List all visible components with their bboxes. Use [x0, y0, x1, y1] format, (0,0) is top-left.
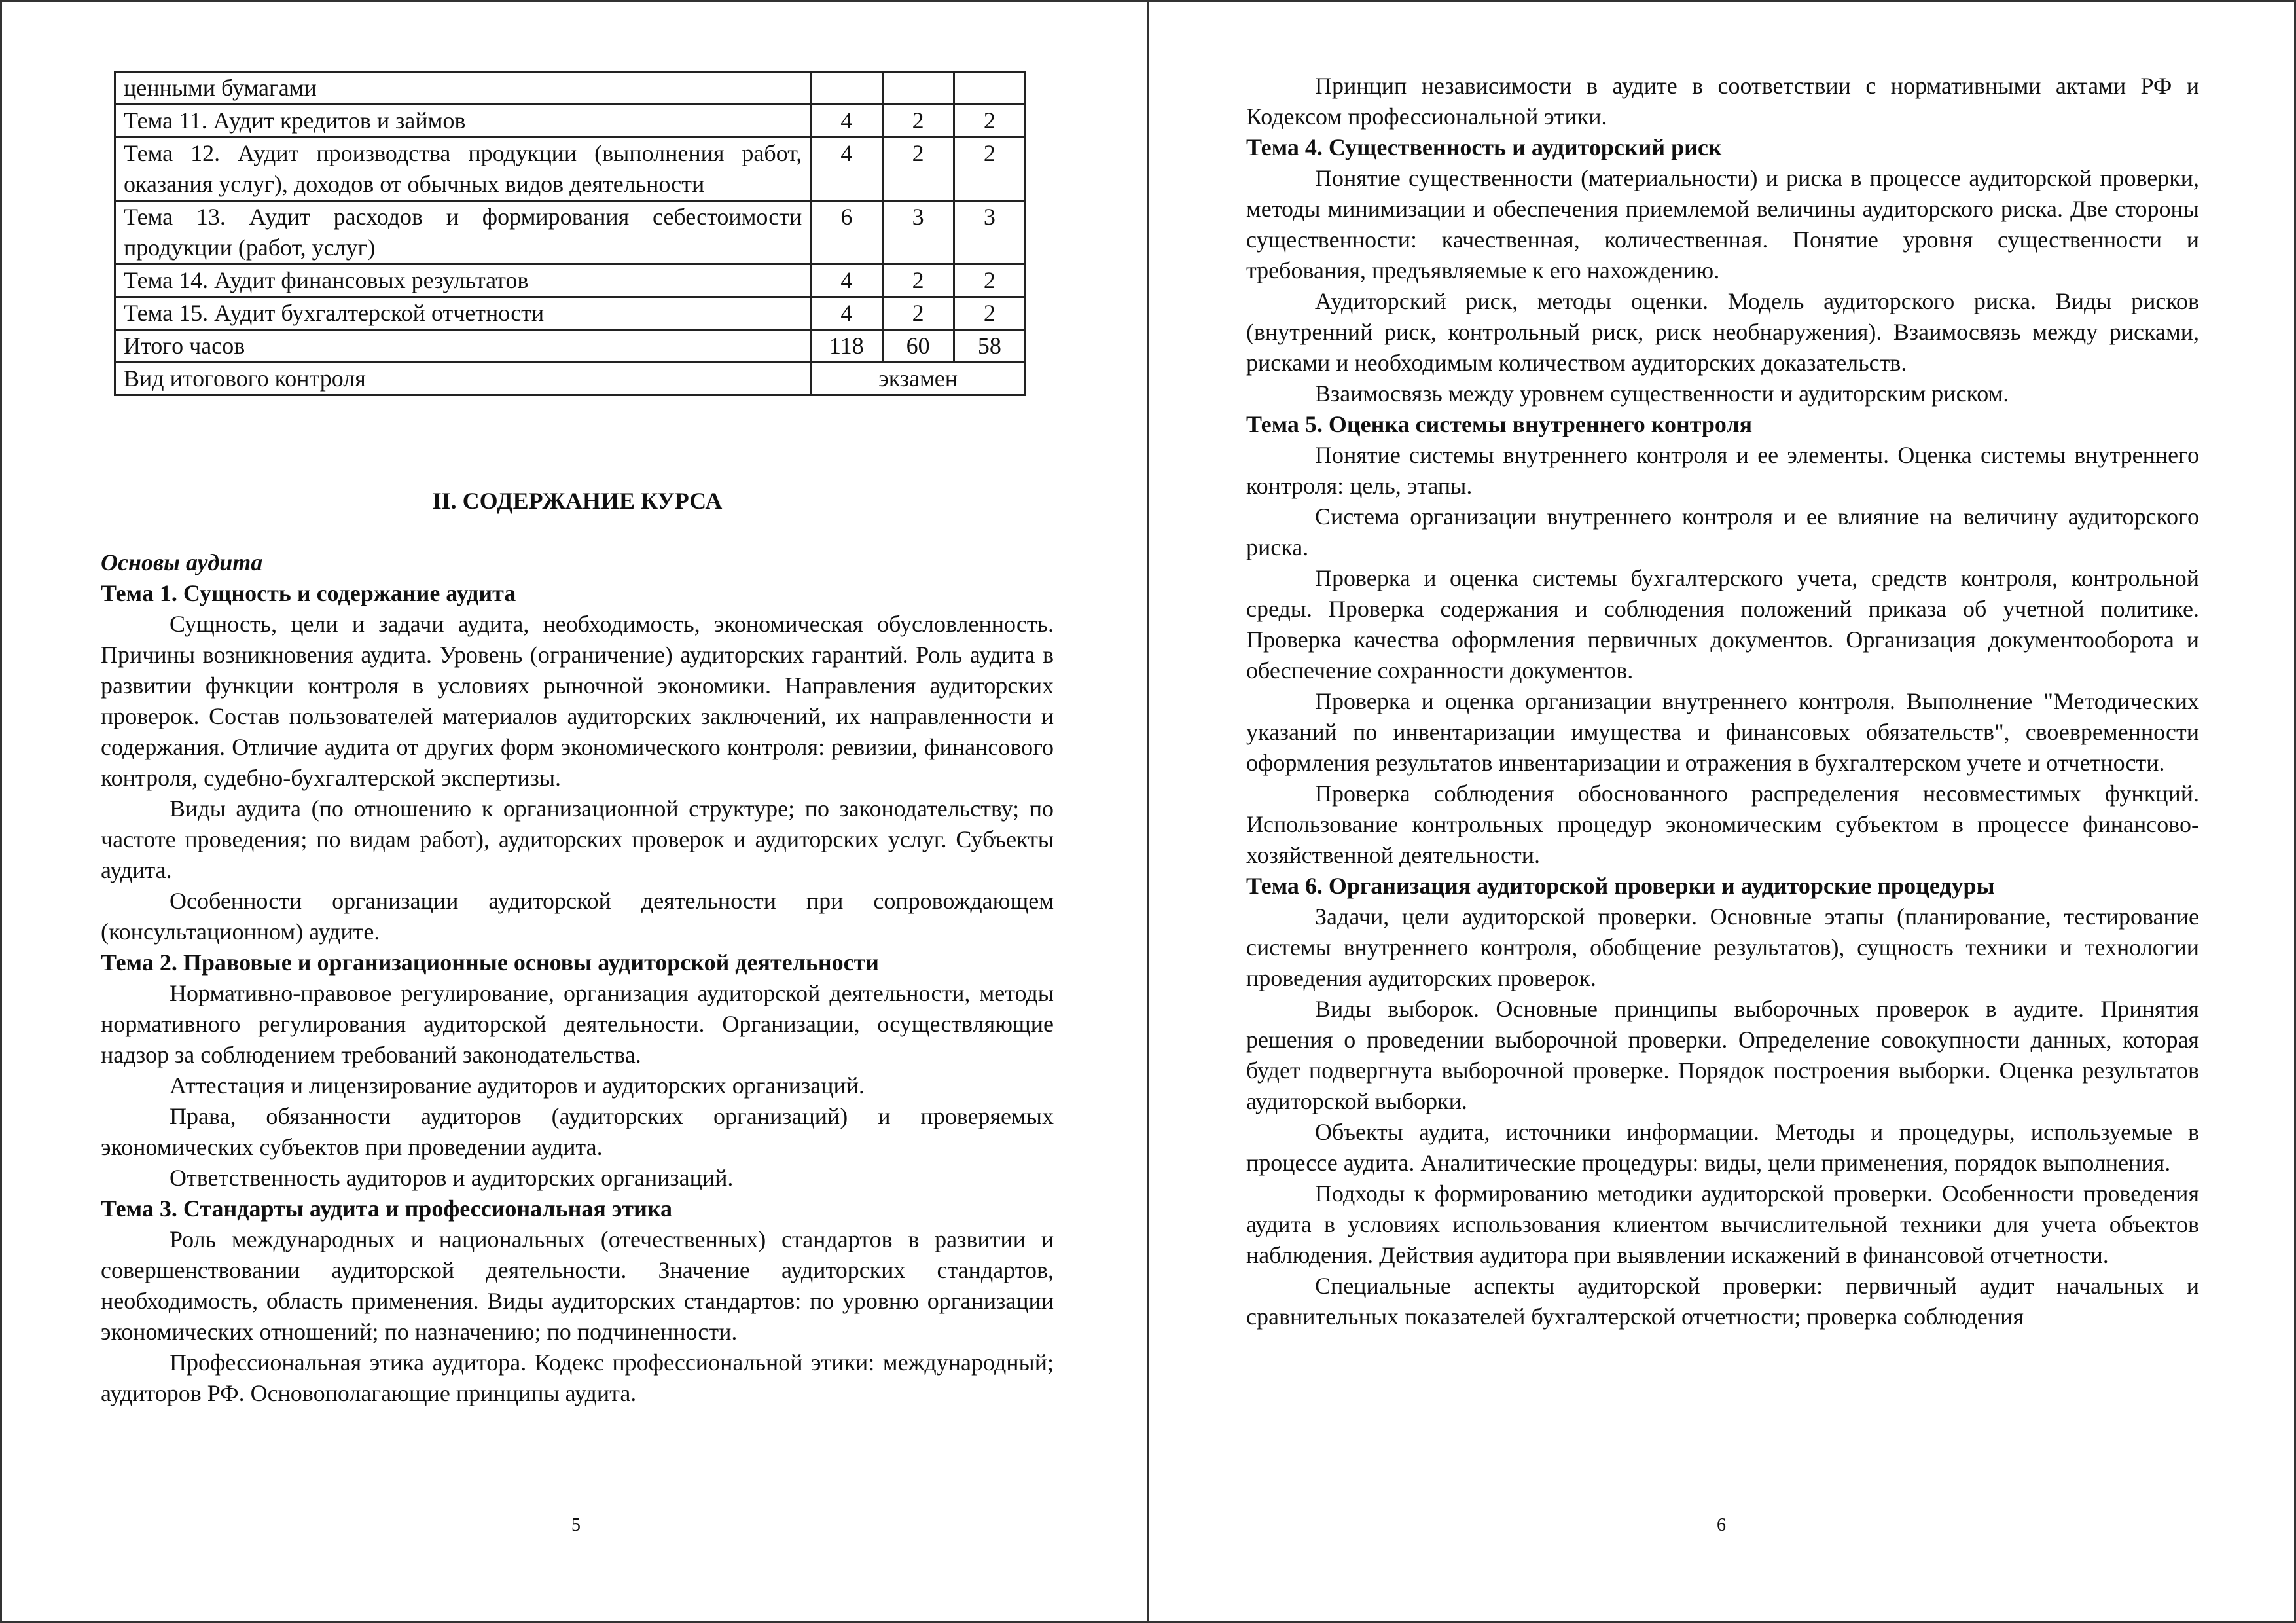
part-title: II. СОДЕРЖАНИЕ КУРСА	[432, 488, 723, 514]
paragraph: Виды выборок. Основные принципы выборочных проверок в аудите. Принятия решения о проведении выборочной проверки. Определение совокупности данных, которая будет подвергнута выборочной проверке. Порядок построения выборки. Оценка результатов аудиторской выборки.	[1246, 996, 2199, 1114]
paragraph: Виды аудита (по отношению к организационной структуре; по законодательству; по частоте проведения; по видам работ), аудиторских проверок и аудиторских услуг. Субъекты аудита.	[101, 795, 1054, 883]
paragraph: Роль международных и национальных (отечественных) стандартов в развитии и совершенствовании аудиторской деятельности. Значение аудиторских стандартов, необходимость, область применения. Виды аудиторских стандартов: по уровню организации экономических отношений; по назначению; по подчиненности.	[101, 1226, 1054, 1345]
paragraph: Система организации внутреннего контроля и ее влияние на величину аудиторского риска.	[1246, 503, 2199, 560]
paragraph: Профессиональная этика аудитора. Кодекс профессиональной этики: международный; аудиторов РФ. Основополагающие принципы аудита.	[101, 1349, 1054, 1406]
paragraph: Особенности организации аудиторской деятельности при сопровождающем (консультационном) аудите.	[101, 888, 1054, 945]
topic-5-title: Тема 5. Оценка системы внутреннего контроля	[1246, 411, 1753, 437]
table-row: ценными бумагами	[115, 72, 1026, 105]
paragraph: Подходы к формированию методики аудиторской проверки. Особенности проведения аудита в условиях использования клиентом вычислительной техники для учета объектов наблюдения. Действия аудитора при выявлении искажений в финансовой отчетности.	[1246, 1180, 2199, 1268]
left-page-text	[101, 486, 1054, 1409]
table-row: Тема 11. Аудит кредитов и займов 4 2 2	[115, 105, 1026, 137]
page-number: 5	[571, 1515, 581, 1535]
paragraph: Ответственность аудиторов и аудиторских организаций.	[170, 1165, 734, 1191]
hours-table	[114, 71, 1026, 396]
right-page	[1149, 0, 2296, 1623]
paragraph: Аудиторский риск, методы оценки. Модель аудиторского риска. Виды рисков (внутренний риск, контрольный риск, риск необнаружения). Взаимосвязь между рисками, рисками и необходимым количеством аудиторских доказательств.	[1246, 288, 2199, 376]
section-title: Основы аудита	[101, 549, 263, 575]
paragraph: Нормативно-правовое регулирование, организация аудиторской деятельности, методы нормативного регулирования аудиторской деятельности. Организации, осуществляющие надзор за соблюдением требований законодательства.	[101, 980, 1054, 1068]
table-row-total: Итого часов 118 60 58	[115, 330, 1026, 363]
paragraph: Взаимосвязь между уровнем существенности и аудиторским риском.	[1315, 380, 2009, 407]
paragraph: Проверка соблюдения обоснованного распределения несовместимых функций. Использование контрольных процедур экономическим субъектом в процессе финансово-хозяйственной деятельности.	[1246, 780, 2199, 868]
topic-4-title: Тема 4. Существенность и аудиторский риск	[1246, 134, 1722, 160]
paragraph: Объекты аудита, источники информации. Методы и процедуры, используемые в процессе аудита. Аналитические процедуры: виды, цели применения, порядок выполнения.	[1246, 1119, 2199, 1176]
paragraph: Проверка и оценка системы бухгалтерского учета, средств контроля, контрольной среды. Проверка содержания и соблюдения положений приказа об учетной политике. Проверка качества оформления первичных документов. Организация документооборота и обеспечение сохранности документов.	[1246, 565, 2199, 684]
table-row: Тема 15. Аудит бухгалтерской отчетности 4 2 2	[115, 297, 1026, 330]
right-page-text	[1246, 71, 2199, 1332]
paragraph: Аттестация и лицензирование аудиторов и аудиторских организаций.	[170, 1072, 865, 1099]
paragraph: Специальные аспекты аудиторской проверки: первичный аудит начальных и сравнительных показателей бухгалтерской отчетности; проверка соблюдения	[1246, 1273, 2199, 1330]
paragraph: Задачи, цели аудиторской проверки. Основные этапы (планирование, тестирование системы внутреннего контроля, обобщение результатов), сущность техники и технологии проведения аудиторских проверок.	[1246, 903, 2199, 991]
paragraph: Проверка и оценка организации внутреннего контроля. Выполнение "Методических указаний по инвентаризации имущества и финансовых обязательств", своевременности оформления результатов инвентаризации и отражения в бухгалтерском учете и отчетности.	[1246, 688, 2199, 776]
paragraph: Понятие существенности (материальности) и риска в процессе аудиторской проверки, методы минимизации и обеспечения приемлемой величины аудиторского риска. Две стороны существенности: качественная, количественная. Понятие уровня существенности и требования, предъявляемые к его нахождению.	[1246, 165, 2199, 283]
left-page	[0, 0, 1147, 1623]
table-row: Тема 14. Аудит финансовых результатов 4 2 2	[115, 264, 1026, 297]
table-row: Тема 12. Аудит производства продукции (выполнения работ, оказания услуг), доходов от обычных видов деятельности 4 2 2	[115, 137, 1026, 201]
paragraph: Сущность, цели и задачи аудита, необходимость, экономическая обусловленность. Причины возникновения аудита. Уровень (ограничение) аудиторских гарантий. Роль аудита в развитии функции контроля в условиях рыночной экономики. Направления аудиторских проверок. Состав пользователей материалов аудиторских заключений, их направленности и содержания. Отличие аудита от других форм экономического контроля: ревизии, финансового контроля, судебно-бухгалтерской экспертизы.	[101, 611, 1054, 791]
paragraph: Права, обязанности аудиторов (аудиторских организаций) и проверяемых экономических субъектов при проведении аудита.	[101, 1103, 1054, 1160]
page-number: 6	[1717, 1515, 1726, 1535]
topic-1-title: Тема 1. Сущность и содержание аудита	[101, 580, 516, 606]
topic-2-title: Тема 2. Правовые и организационные основы аудиторской деятельности	[101, 949, 880, 976]
table-row-final-control: Вид итогового контроля экзамен	[115, 363, 1026, 395]
paragraph: Понятие системы внутреннего контроля и ее элементы. Оценка системы внутреннего контроля: цель, этапы.	[1246, 442, 2199, 499]
paragraph: Принцип независимости в аудите в соответствии с нормативными актами РФ и Кодексом профессиональной этики.	[1246, 73, 2199, 130]
table-row: Тема 13. Аудит расходов и формирования себестоимости продукции (работ, услуг) 6 3 3	[115, 201, 1026, 264]
topic-6-title: Тема 6. Организация аудиторской проверки и аудиторские процедуры	[1246, 873, 1995, 899]
topic-3-title: Тема 3. Стандарты аудита и профессиональная этика	[101, 1195, 673, 1222]
